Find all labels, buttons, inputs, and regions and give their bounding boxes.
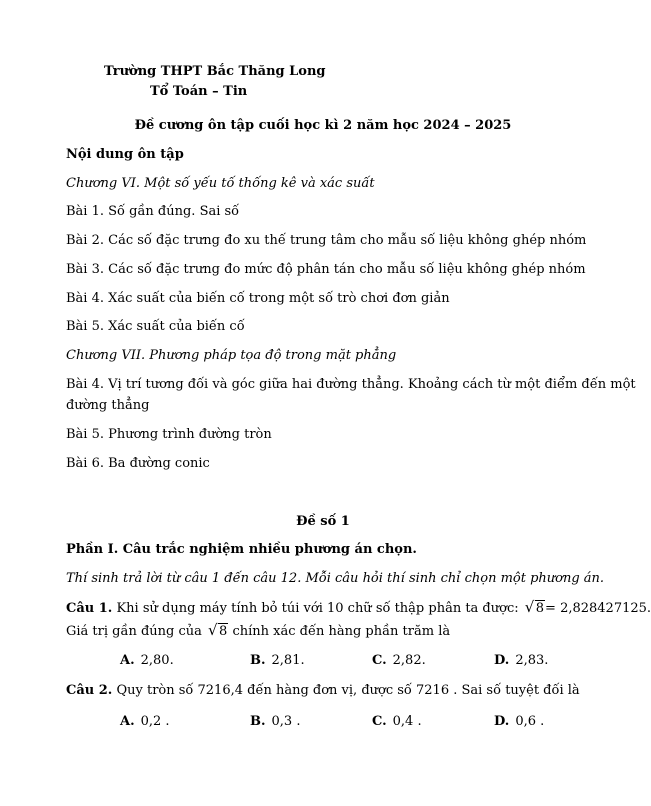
option-value: 0,2 . <box>140 714 170 729</box>
sentence-end: . <box>646 601 651 616</box>
question-text: Giá trị gần đúng của <box>66 624 202 639</box>
lesson-item: Bài 5. Xác suất của biến cố <box>66 319 245 334</box>
option-letter: B. <box>250 714 266 729</box>
lesson-item: Bài 1. Số gần đúng. Sai số <box>66 204 240 219</box>
option-b[interactable] <box>250 653 305 669</box>
option-letter: D. <box>494 653 510 668</box>
part-1-heading: Phần I. Câu trắc nghiệm nhiều phương án chọn. <box>66 542 417 557</box>
option-letter: A. <box>120 653 135 668</box>
exam-title: Đề số 1 <box>296 514 350 529</box>
option-letter: D. <box>494 714 510 729</box>
option-value: 2,81. <box>271 653 305 668</box>
department-name: Tổ Toán – Tin <box>150 84 248 99</box>
radicand: 8 <box>219 624 228 639</box>
option-letter: A. <box>120 714 135 729</box>
radicand: 8 <box>535 601 545 616</box>
option-value: 2,83. <box>515 653 549 668</box>
option-a[interactable] <box>120 714 170 730</box>
option-value: 0,3 . <box>271 714 301 729</box>
lesson-item: Bài 3. Các số đặc trưng đo mức độ phân tán cho mẫu số liệu không ghép nhóm <box>66 262 586 277</box>
school-name: Trường THPT Bắc Thăng Long <box>104 64 326 79</box>
question-1-continuation <box>66 621 451 640</box>
lesson-item: Bài 4. Vị trí tương đối và góc giữa hai đường thẳng. Khoảng cách từ một điểm đến một <box>66 377 636 392</box>
option-a[interactable] <box>120 653 174 669</box>
option-d[interactable] <box>494 653 548 669</box>
question-2 <box>66 683 580 699</box>
part-1-instruction: Thí sinh trả lời từ câu 1 đến câu 12. Mỗi câu hỏi thí sinh chỉ chọn một phương án. <box>66 571 605 586</box>
lesson-item: Bài 4. Xác suất của biến cố trong một số trò chơi đơn giản <box>66 291 450 306</box>
option-value: 0,4 . <box>392 714 422 729</box>
question-1 <box>66 598 651 617</box>
question-text: chính xác đến hàng phần trăm là <box>232 624 451 639</box>
chapter-6-heading: Chương VI. Một số yếu tố thống kê và xác suất <box>66 176 375 191</box>
question-label: Câu 1. <box>66 601 113 616</box>
option-c[interactable] <box>372 714 422 730</box>
review-heading: Nội dung ôn tập <box>66 147 184 162</box>
option-d[interactable] <box>494 714 544 730</box>
option-letter: C. <box>372 714 387 729</box>
option-letter: B. <box>250 653 266 668</box>
option-value: 2,80. <box>140 653 174 668</box>
question-text: Quy tròn số 7216,4 đến hàng đơn vị, được số 7216 . Sai số tuyệt đối là <box>116 683 580 698</box>
lesson-item: Bài 2. Các số đặc trưng đo xu thế trung tâm cho mẫu số liệu không ghép nhóm <box>66 233 587 248</box>
option-value: 0,6 . <box>515 714 545 729</box>
question-label: Câu 2. <box>66 683 113 698</box>
lesson-item: Bài 5. Phương trình đường tròn <box>66 427 272 442</box>
computed-value: = 2,828427125 <box>545 601 647 616</box>
option-b[interactable] <box>250 714 300 730</box>
sqrt-expression: √ 8 <box>208 621 228 639</box>
lesson-item: Bài 6. Ba đường conic <box>66 456 210 471</box>
sqrt-expression: √ 8 <box>524 598 545 616</box>
lesson-item-continuation: đường thẳng <box>66 398 150 413</box>
chapter-7-heading: Chương VII. Phương pháp tọa độ trong mặt phẳng <box>66 348 397 363</box>
option-letter: C. <box>372 653 387 668</box>
option-value: 2,82. <box>392 653 426 668</box>
question-text: Khi sử dụng máy tính bỏ túi với 10 chữ số thập phân ta được: <box>116 601 519 616</box>
option-c[interactable] <box>372 653 426 669</box>
document-title: Đề cương ôn tập cuối học kì 2 năm học 2024 – 2025 <box>134 118 512 133</box>
